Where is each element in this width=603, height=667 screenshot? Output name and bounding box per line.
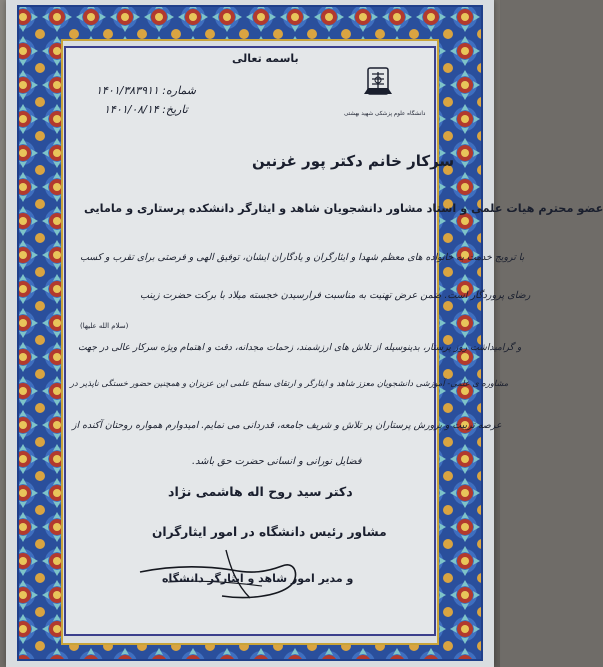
letter-number-value: ۱۴۰۱/۳۸۳۹۱۱ [96,84,159,97]
letter-number-label: شماره: [162,84,197,97]
body-line-5: عرصه تربیت و پرورش پرستاران پر تلاش و شریف جامعه، قدردانی می نمایم. امیدوارم همواره روحتان آکنده از [72,420,502,431]
signatory-title: مشاور رئیس دانشگاه در امور ایثارگران [152,525,387,539]
signatory-subtitle: و مدیر امور شاهد و ایثارگر دانشگاه [162,572,354,585]
letter-date-label: تاریخ: [162,103,188,116]
body-line-1: با ترویج خدمت به خانواده های معظم شهدا و ایثارگران و یادگاران ایشان، توفیق الهی و فرصتی برای تقرب و کسب [80,252,525,263]
body-line-2: رضای پروردگار است. ضمن عرض تهنیت به مناسبت فرارسیدن خجسته میلاد با برکت حضرت زینب [140,290,531,301]
body-line-3: و گرامیداشت روز پرستار، بدینوسیله از تلاش های ارزشمند، زحمات مجدانه، دقت و اهتمام ویژه سرکار عالی در جهت [78,342,522,353]
body-line-6: فضایل نورانی و انسانی حضرت حق باشد. [192,456,362,467]
body-line-4: مشاوره ی علمی- آموزشی دانشجویان معزز شاهد و ایثارگر و ارتقای سطح علمی این عزیزان و همچنین حضور خستگی ناپذیر در [70,378,509,388]
letter-subject: عضو محترم هیات علمی و استاد مشاور دانشجویان شاهد و ایثارگر دانشکده پرستاری و مامایی [84,202,603,215]
bismillah-heading: باسمه تعالی [232,52,299,65]
letter-date-value: ۱۴۰۱/۰۸/۱۴ [104,103,159,116]
signatory-name: دکتر سید روح اله هاشمی نژاد [168,484,353,499]
logo-caption: دانشگاه علوم پزشکی شهید بهشتی [344,111,426,117]
honorific: (سلام الله علیها) [80,322,129,330]
salutation: سرکار خانم دکتر پور غزنین [252,152,455,170]
